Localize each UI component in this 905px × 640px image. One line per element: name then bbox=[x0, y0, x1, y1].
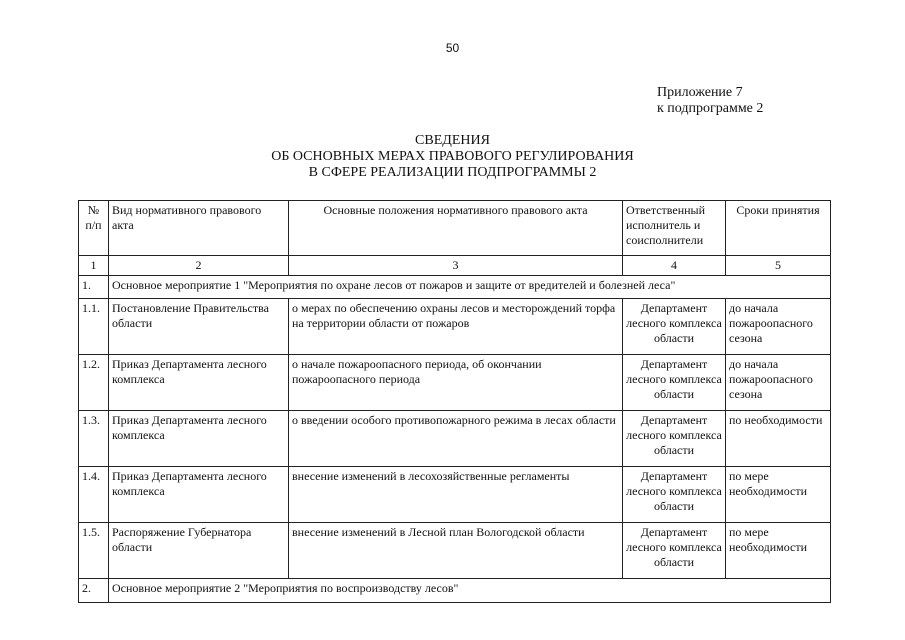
header-deadline: Сроки принятия bbox=[726, 201, 831, 256]
header-provisions: Основные положения нормативного правового акта bbox=[289, 201, 623, 256]
row-num: 1.2. bbox=[79, 355, 109, 411]
table-row bbox=[79, 467, 831, 523]
title-line-1: СВЕДЕНИЯ bbox=[415, 133, 490, 148]
appendix-line-2: к подпрограмме 2 bbox=[657, 101, 764, 116]
section-num: 2. bbox=[79, 579, 109, 603]
section-row-2 bbox=[79, 579, 831, 603]
section-title: Основное мероприятие 2 "Мероприятия по воспроизводству лесов" bbox=[109, 579, 831, 603]
column-number-row bbox=[79, 256, 831, 276]
row-executor: Департамент лесного комплекса области bbox=[623, 411, 726, 467]
row-provisions: о начале пожароопасного периода, об окончании пожароопасного периода bbox=[289, 355, 623, 411]
row-act-type: Приказ Департамента лесного комплекса bbox=[109, 467, 289, 523]
col-number: 1 bbox=[79, 256, 109, 276]
page-number: 50 bbox=[445, 41, 460, 55]
row-num: 1.5. bbox=[79, 523, 109, 579]
table-row bbox=[79, 299, 831, 355]
legal-measures-table bbox=[78, 200, 831, 603]
row-executor: Департамент лесного комплекса области bbox=[623, 299, 726, 355]
row-act-type: Постановление Правительства области bbox=[109, 299, 289, 355]
row-executor: Департамент лесного комплекса области bbox=[623, 355, 726, 411]
row-deadline: по мере необходимости bbox=[726, 467, 831, 523]
row-act-type: Приказ Департамента лесного комплекса bbox=[109, 355, 289, 411]
section-num: 1. bbox=[79, 276, 109, 299]
row-act-type: Распоряжение Губернатора области bbox=[109, 523, 289, 579]
row-num: 1.3. bbox=[79, 411, 109, 467]
row-deadline: до начала пожароопасного сезона bbox=[726, 355, 831, 411]
table-header-row bbox=[79, 201, 831, 256]
title-line-2: ОБ ОСНОВНЫХ МЕРАХ ПРАВОВОГО РЕГУЛИРОВАНИЯ bbox=[271, 149, 634, 164]
row-executor: Департамент лесного комплекса области bbox=[623, 467, 726, 523]
col-number: 5 bbox=[726, 256, 831, 276]
row-provisions: внесение изменений в лесохозяйственные регламенты bbox=[289, 467, 623, 523]
header-act-type: Вид нормативного правового акта bbox=[109, 201, 289, 256]
document-title bbox=[0, 133, 905, 181]
table-row bbox=[79, 411, 831, 467]
header-num: № п/п bbox=[79, 201, 109, 256]
table-row bbox=[79, 355, 831, 411]
col-number: 3 bbox=[289, 256, 623, 276]
header-executor: Ответственный исполнитель и соисполнители bbox=[623, 201, 726, 256]
row-provisions: о мерах по обеспечению охраны лесов и месторождений торфа на территории области от пожаров bbox=[289, 299, 623, 355]
row-provisions: о введении особого противопожарного режима в лесах области bbox=[289, 411, 623, 467]
row-deadline: по необходимости bbox=[726, 411, 831, 467]
row-executor: Департамент лесного комплекса области bbox=[623, 523, 726, 579]
row-deadline: до начала пожароопасного сезона bbox=[726, 299, 831, 355]
col-number: 4 bbox=[623, 256, 726, 276]
col-number: 2 bbox=[109, 256, 289, 276]
appendix-note bbox=[657, 85, 763, 117]
row-num: 1.1. bbox=[79, 299, 109, 355]
row-provisions: внесение изменений в Лесной план Вологодской области bbox=[289, 523, 623, 579]
section-title: Основное мероприятие 1 "Мероприятия по охране лесов от пожаров и защите от вредителей и болезней леса" bbox=[109, 276, 831, 299]
row-deadline: по мере необходимости bbox=[726, 523, 831, 579]
section-row-1 bbox=[79, 276, 831, 299]
title-line-3: В СФЕРЕ РЕАЛИЗАЦИИ ПОДПРОГРАММЫ 2 bbox=[308, 165, 597, 180]
row-act-type: Приказ Департамента лесного комплекса bbox=[109, 411, 289, 467]
table-row bbox=[79, 523, 831, 579]
appendix-line-1: Приложение 7 bbox=[657, 85, 743, 100]
row-num: 1.4. bbox=[79, 467, 109, 523]
